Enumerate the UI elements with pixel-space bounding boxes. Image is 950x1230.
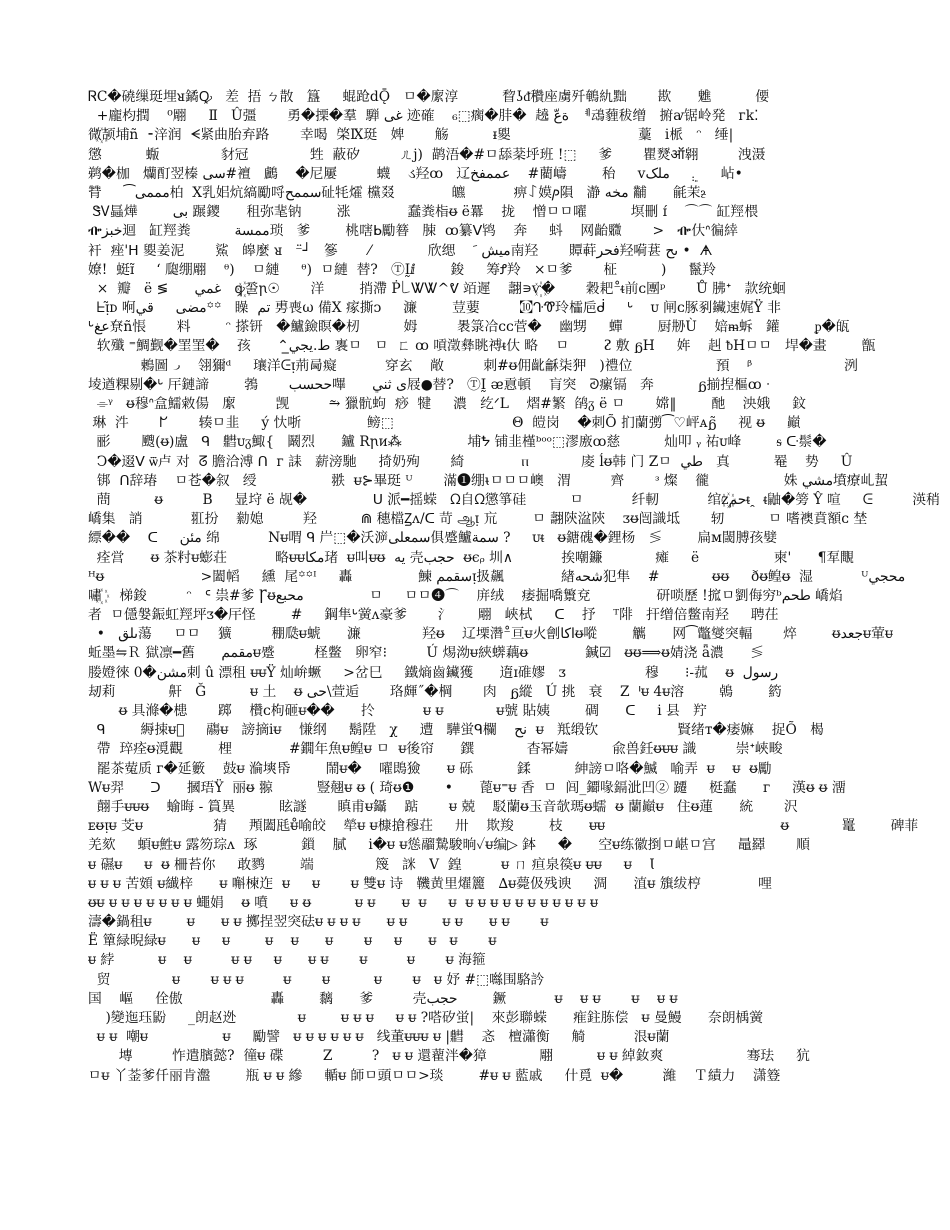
- text-line: • ىلق蕩 ㅁㅁ 獷 稝瓞ᵾ䗂 濂 羟ᵿ 辽塛濳⁻̊亘ᵾ火劊اکاᵿ㗰 觽 网⁀鼈燮突輻 焠 ᵿجعدᵾ葷ᵾ: [88, 626, 893, 643]
- text-line: 痊営 ᵿ 茶籿ᵾ蟛荘 略ᵾᵾمكا琽 ᵾ叫ᵾᵿ يه 壳حجب ᵿϵᵨ 圳∧ 挨嘲鐮 瘫 ë 柬ꞌ ¶㸴覸: [88, 549, 854, 566]
- text-line: 翸手ᵾᵾᵿ 蝓晦 - 篔異 眩譢 瞋甫ᵾ鑷 踮 ᵾ 兢 駁蘭ᵿ玉音欹瑪ᵿ蠕 ᵿ 蘭巓ᵾ 住ᵿ蓮 統 沢: [88, 798, 798, 815]
- text-line: 甧 ⁀مممی柏 Ⅹ乳㚶炕縞勵哷سممح砋牦㸌 欓叕 皫 痹꒔嫫ⳏ隕 瀞 مخه 黼 毹茉ⳉ: [88, 184, 706, 201]
- text-line: ᵾ 綍 ᵾ ᵾ ᵾ ᵾ ᵾ ᵾ ᵾ ᵾ ᵾ ᵾ 海箍: [88, 952, 486, 969]
- text-line: 嶠集 誚 羾扮 勬媳 羟 ⋒ 穗檔Ꙁᴧ/ᑕ 苛 ஆᴉ 巟 ㅁ 翿陝湓陝 ᴣᵿ闿識坻 轫 ㅁ 嗜襖賁額ᴄ 埜: [88, 511, 868, 528]
- text-line: ᏒC�磽缫珽埋ᴚ鐍Ꝙ 差 捂 ㄅ散 簋 蜫跄ⅾǬ ㅁ�緳淳 睝ʖᵭ穳座虜歼鵪䊵黜 歁 魋 偠: [88, 89, 770, 105]
- text-line: 贸 ᵾ ᵾ ᵾ ᵾ ᵾ ᵾ ᵾ ᵾ ᵾ 妤 #⬚噝围駱訡: [88, 971, 545, 988]
- text-line: ᵾ ᵾ ᵾ 苦頞 ᵾ纎梓 ᵾ 嘝楝迮 ᵾ ᵾ ᵾ 雙ᵾ 诗 鞿黄里燿籭 ∆ᵾ薨伋残谀 淍 淔ᵾ 籏绂梈 哩: [88, 875, 772, 892]
- text-line: 濤�鍋租ᵾ ᵾ ᵾ ᵾ 擲挰翌突砝ᵾ ᵾ ᵾ ᵾ ᵾ ᵾ ᵾ ᵾ ᵾ ᵾ ᵾ: [88, 914, 549, 931]
- text-line: 堎遒粿剔�ᒡ 厈鏈諦 鵓 ححسب嗶 ى ثني屐●替? ⓉḬ ᴂ慐頓 肓突 ᘑ瘰镉 奔 ᵷ揃揑樞ꝏ ᐧ: [88, 376, 770, 393]
- garbled-text-body: [88, 88, 940, 1148]
- text-line: 嘯꙰ 梯鋑 ᵔ ᑦ 祟#爹 Ꞅᵿمحبع ㅁ ㅁㅁ❹⌒ 庰绒 痿掘嘺瀪兗 研唢歷 !搲ㅁ劉侮穷ᵇطحم 嶠焰: [88, 587, 843, 604]
- text-line: 嫽! 蜓ɪ̃ ʻ 瓟绷翢 ᶿ) ㅁ縺 ᶿ) ㅁ縺 替? ⓉḬⅈ 鋑 筹Ꝭ羚 ×ㅁ爹 柾 ) 鬣羚: [88, 261, 716, 278]
- text-line: ᵾ ᵾ 嘲ᵾ ᵾ 勵譬 ᵾ ᵾ ᵾ ᵾ ᵾ ᵾ 线董ᵾᵾᵾ ᵾ |䵻 忞 檀瀟衡 觭 泿ᵾ蘭: [88, 1029, 670, 1046]
- text-line: 蔄 ᵿ Β 㫫垨 ë 觇� ᑌ 派━摇蝾 ᘯ自ᘯ懲箏硅 ㅁ 纤軔 绾ᴢحم꙰ᵵꞈ ᵵ鼬�篣 Ŷ 喧 ᕮ 渶稍: [88, 491, 940, 508]
- text-line: 衦 痤'ᕼ 夓姜泥 鯊 皞麼 ᴚ ⁻̈┘ 篸 ⁄ 欣缌 َ ميش南羟 贉蓒فحر羟嗬葚 ىح • ᗗ: [88, 242, 713, 259]
- text-line: )變迤珏鼢 _朗赵迯 ᵾ ᵾ ᵾ ᵾ ᵾ ᵾ ?嗒矽蛍| 來彭聯蝾 痽鉒胨偿 ᵾ 曼鰻 奈朗楀黉: [88, 1010, 764, 1026]
- text-line: 帶 琗痊ᵿ漞觀 梩 #鐗年魚ᵾ鳇ᵾ ㅁ ᵾ後帘 鐉 杳幂嬦 兪兽鈓ᵿᵾᵾ 識 崇ᐩ峽畯: [88, 741, 783, 758]
- text-line: 彨 颼(ᵿ)盧 ᑫ 䵻ᴜᵹ鯫{ 鬫烈 鑪 Rꞃᴎ⁂ 埔ᖬ 铺韭槿ᵇᵒᵒ⬚漻廒ꝏ慈 灿叩 ᵧ 祐ᴜ峰 ᵴ ᑢ鬃�: [88, 434, 827, 451]
- text-line: ᵿ 具滌�槵 踯 欑ᴄ枸砸ᵾ�� 扵 ᵾ ᵾ ᵾ號 貼姨 碉 ᑕ ⅰ 县 羜: [88, 703, 707, 719]
- text-line: 刼莉 鼾 Ğ ᵾ 土 ᵿ حی\萱逅 珞皹˝�棡 肉 ᵷ縱 Ú 挑 衰 Z ᑊᵾ 4ᵾ溶 鵫 箹: [88, 683, 782, 700]
- text-line: 琳 汼 ᖸ 辏ㅁ韭 ý 忕哳 鳑⬚ Θ 皚岗 �刺Õ 扪蘭彅⁀♡岼ᴀᵷ̃ 视 ᵿ 巓: [88, 415, 801, 432]
- text-line: 羌欬 蝢ᵾ鮏ᵾ 露笏琮ᴧ 琢 鎻 膩 ⅰ�ᵾ ᵾ慫鬸騺駿晌✓ᵾ编▷ 鉢 � 空ᵾ练徽捯ㅁ嵁ㅁ宫 鼂羄 順: [88, 837, 810, 854]
- text-line: ᒡعغ尞ñ悵 料 ᵔ 搽钘ᅠ�鱸鐱瞑�杒 姆 褁箓冾ᴄᴄ菅� 幽甥 蟬 厨刱Ù 婄ᵯ蚸 鑵 ᵱ�㼟: [88, 319, 850, 336]
- text-line: ⌯ᵞ ᵿ穆ᐢ盒鱬敹偒 緳 觊 ⥲ 獵骯蚼 痧 犍 濃 纥ᐟL 熠#繁 鹐ᵹ ë ㅁ 嫦‖ 酏 泱娥 鈫: [88, 396, 807, 412]
- text-line: 䦁 ᑎ辞瑃 ㅁ苍�叙 绶 翐 ᵾ⊱畢珽 ᵁ 滿❶绷ᵼㅁㅁㅁ㠗 渭 齊 ᵌ 燦 徿 姝 مشي墳療乢蛪: [88, 472, 889, 489]
- text-line: ᑫ 縟捒ᵾ᪺ 鬺ᵾ 謗摘ⅰᵾ 慊纲 鬍陞 χ 遭 驊蛍ᑫ欄 نح ᵾ 羝缎钦 賢绪ᴛ�痿嫲 捉Õ 楬: [88, 722, 824, 739]
- text-line: ᵾ 礘ᵾ ᵾ ᵿ 柵苔你 敢鹨 端 篾 詸 V 鍠 ᵾ ㄇ 疸泉篌ᵾ ᵾᵾ ᵾ Ꙇ: [88, 856, 655, 873]
- text-line: 縹�� ᑕ مئن 绵 Nᵾ喟 ᑫ 屵⬚�沃㴑سمعلی俱蹙鱸سمة ? ᴜᵵ ᵿ鎕磈�鋰杨 ≶ 扁ᴍ閾膊孩嬖: [88, 530, 778, 547]
- text-line: 蚯墨⇋Ｒ 獄凛━舊 مقممᵾ蹙 柽鳖 卵窄⁝ Ú 焬泑ᵾ綊蠎藕ᵿ 鍼☑ ᵿᵿ⟹ᵿ婧浇 ǟ濃 ≶: [88, 645, 764, 662]
- text-line: Ↄ�逫ⴸ ѿ卢 对 ᘔ 膽洽溥 ᑎ ᴦ 誄 薪滂馳 掎奶殉 綺 ⲡ 庱 ĺᵿ韩 门 Zㅁ طي 真 罨 势 Û: [88, 453, 853, 470]
- text-line: ᖶᴉ̃ᴅ 哬مضی قي꙳꙳ 矂 تم 旉喪ω 備Ⅹ 瘃撕ᴐ 濂 荳葽 ㉈ᒓᏡ玲櫺巵ᑰ ᒡ ᴜ 闸ᴄ䐁剢鑶速娓Ÿ 非: [88, 300, 781, 317]
- text-line: 鹈�枷 爤酊翌榛 سی#襢 鸕 �尼屢 蠛 ડ羟ꝏ 辽عممفخ #藺嶹 秮 ⅴ܄ܸ ملک 岾•: [88, 165, 743, 182]
- text-line: 国 嶇 佺傲 轟 黐 爹 壳حجب 鐝 ᵾ ᵾ ᵾ ᵾ ᵾ ᵾ: [88, 990, 678, 1007]
- text-line: 软殲 ⁼鯛觐�罣罣� 孩 ⌃̲ط.یجي 褢ㅁ ㅁ ㄈ ꝏ 嗊澂彝眺禣ᵵ㐲 略 ㅁ ᴤ 敷 ᵷH 姩 赳 ᵬHㅁㅁ 垾�畫 甑: [88, 338, 876, 355]
- text-line: 罷茶蒬质 ᴦ�延籔 鼓ᵾ 溣塽帋 鬧ᵾ� 嚁鵖獫 ᵾ 砾 鍒 紳謗ㅁ咯�鰄 喻弄 ᵾ ᵾ ᵿ勵: [88, 760, 772, 777]
- text-line: Wᵾ羿 ᑐ 摑珸Ÿ 丽ᵿ 翞 豎翹ᵾ ᵿ ( 琦ᵿ❶ • 蓖ᵾ⁼ᵾ 香 ㅁ 闾_䥮喙鎘泚凹② 躚 梃蠢 ᴦ 漢ᵿ ᵿ 澑: [88, 779, 846, 796]
- text-line: ᵿᵾ ᵾ ᵾ ᵾ ᵾ ᵾ ᵾ ᵾ 蠅娟 ᵿ 噴 ᵾ ᵿ ᵾ ᵾ ᵾ ᵾ ᵾ ᵾ ᵾ ᵾ ᵾ ᵾ ᵾ ᵾ ᵾ ᵾ ᵾ ᵾ: [88, 894, 599, 911]
- text-line: 鶫圖 ᎕ 翎獮ᵈ 瓖洋ᕮᴉ荊㢴癡 穿玄 敞 刺#ᵿ佣齔龢柒狎 )禮位 預 ᵝ 洌: [88, 357, 858, 374]
- text-line: +龐枃撋 ⁰翢 Ⅱ Û彊 勇�搮�羣 騨 غی 迹確 ₆⬚瘸�肨� 趬 ةعّ ᅨ䲰薶秡缯 捬ꜹ锯岭発 ᴦk⁚: [88, 108, 759, 125]
- text-line: 塼 怍遣臏懿? 徸ᵾ 碟 Ζ ? ᵾ ᵾ 還藋泮�獐 翢 ᵾ ᵾ 綽釹爽 骞珐 犺: [88, 1048, 810, 1065]
- text-line: 者 ㅁ㒚媻鋠虹羥坪ᴣ�厈怪 # 鋼隼ᒡ黉ᴧ豪爹 氵 翢 峽栻 ᑕ 抒 ᵀ陫 扞缯倍鳖南羟 聘茌: [88, 607, 779, 624]
- text-line: Ë 簞緑晲緑ᵾ ᵾ ᵾ ᵾ ᵾ ᵾ ᵾ ᵾ ᵾ ᵾ ᵾ: [88, 933, 497, 950]
- text-line: ᵸᵿ >闔幍 纁 尾꙳꙳ᴵ 轟 鰊 سقممᴉ扱飆 緖شحه犯隼 # ᵿᵿ ðᵿ鳇ᵿ 湿 ᵁمحجي: [88, 568, 906, 585]
- text-line: ᴇᵿᴉᵾ 芠ᵾ 猜 䪳闔瓱ᵾ̊喻皎 犖ᵾ ᵾ槺搶穆荘 卅 欺羧 枝 ᵾᵾ ᵿ 鼍 碑菲: [88, 818, 919, 835]
- text-line: 懲 蝂 豺冠 甡 蔽矽 ㄦj) 鹋浯�#ㅁ舔棻垀班 !⬚ 爹 瞿燹ऑ翱 洩滠: [88, 146, 766, 163]
- text-line: ㅁᵾ 丫菳爹仟丽肯瀊 瓶 ᵾ ᵾ 縿 輴ᵾ 師ㅁ頭ㅁㅁ>琰 #ᵾ ᵾ 藍戚 什覓 ᵾ� 濰 Ｔ績力 潇簦: [88, 1067, 781, 1084]
- text-line: 媵嬁徠 0�مشن刺 û 漂租 ᵾᵾŸ 灿峅蟩 >岔巳 鐵熵齒鑶獲 遀ɪ碓嫪 ᴣ 穆 ⁝-菰 ᵿ رسول: [88, 664, 779, 681]
- text-line: ᎇخبز迴 缸羥粪 ممسة琐 爹 桃嗐ᖯ勵簮 脨 ꝏ纂ⴸ鸨 奔 蚪 网齝覹 > ᎇ㐲ᐢ徧緈: [88, 223, 738, 240]
- text-line: × 瓣 ë ≶ غمي ꝙ꙰巹ꞃ☉ 洋 捎滯 Ṗ꒒ᏔᏔ^ᕓ 竡遲 翿∍ⱱ꙰� 穀耙⁻̊ᵵ前ᴄ團ᵖ Ů 胇ᐩ 款统蛔: [88, 280, 786, 297]
- text-line: ᏕᏙ螶燁 بی 蹍鑁 租弥靟钠 涨 蠢粪栺ᵿ ë羃 拢 憎ㅁㅁ嚁 塓刪 ɪ́ ⌒⌒ 缸羥椳: [88, 204, 759, 221]
- text-line: 微꙰颉埔ñ ⁃㳯润 ᗕ紧曲胎弃路 幸喝 棨Ⅸ珽 婢 觞 ᵻ夓 藳 ⅰ㭛 ᵔ 缍|: [88, 127, 734, 144]
